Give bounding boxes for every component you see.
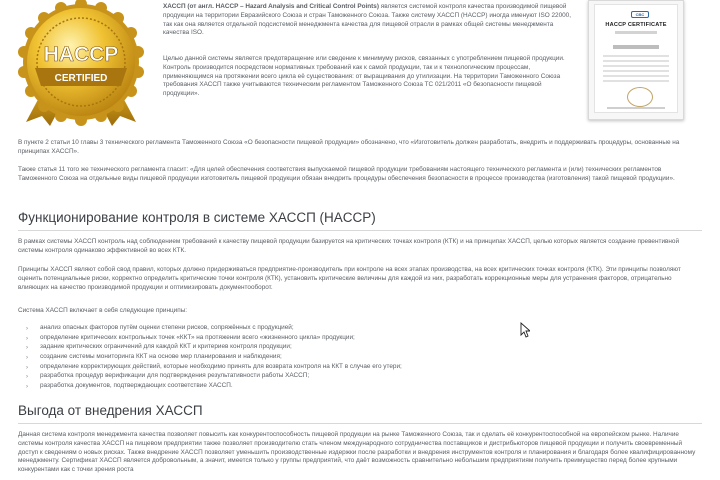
haccp-certified-badge xyxy=(8,0,154,126)
principles-list xyxy=(26,324,696,392)
certificate-seal-icon xyxy=(627,87,653,107)
certificate-logo: CBC xyxy=(631,11,649,18)
badge-bottom-text: CERTIFIED xyxy=(54,73,108,84)
bullet-icon: › xyxy=(26,374,28,381)
list-item: › задание критических ограничений для каждой ККТ и критериев контроля продукции; xyxy=(26,343,292,352)
section-divider xyxy=(18,423,702,424)
intro-rest: является системой контроля качества производимой пищевой продукции на территории Евразийского Союза и стран Таможенного Союза. Также систему ХАССП (HACCP) иногда именуют ISO 22000, так как она является отдельной подсистемой менеджмента качества для пищевой отрасли в рамках общей системы менеджмента качества ISO. xyxy=(163,3,572,37)
bullet-icon: › xyxy=(26,345,28,352)
regulation-paragraph-2: Также статья 11 того же технического регламента гласит: «Для целей обеспечения соответствия выпускаемой пищевой продукции требованиям настоящего технического регламента и (или) технических регламентов Таможенного Союза на отдельные виды пищевой продукции изготовитель пищевой продукции обязан внедрить процедуры обеспечения безопасности в процессе производства (изготовления) такой пищевой продукции». xyxy=(18,166,675,182)
intro-lead: ХАССП (от англ. HACCP – Hazard Analysis and Critical Control Points) xyxy=(163,3,379,10)
benefit-paragraph: Данная система контроля менеджмента качества позволяет повысить как конкурентоспособность пищевой продукции на рынке Таможенного Союза, так и сделать её конкурентоспособной на европейском рынке. Наличие системы контроля качества ХАССП на пищевом предприятии также позволяет производителю стать членом международного сотрудничества поставщиков и дистрибьюторов пищевой продукции и получить своевременный доступ к сведениям о новых рисках. Также внедрение ХАССП позволяет уменьшить производственные издержки после разработки и внедрения инструментов контроля и планирования и благодаря более квалифицированному менеджменту. Сертификат ХАССП является добровольным, а значит, имеется только у группы предприятий, что даёт возможность сравнительно небольшим предприятиям получить преимущество перед более крупными конкурентами как с точки зрения роста xyxy=(18,431,696,474)
list-item: › разработка документов, подтверждающих соответствие ХАССП. xyxy=(26,382,233,391)
bullet-icon: › xyxy=(26,384,28,391)
regulation-paragraph-1: В пункте 2 статьи 10 главы 3 технического регламента Таможенного Союза «О безопасности пищевой продукции» обозначено, что «Изготовитель должен разработать, внедрить и поддерживать процедуры, основанные на принципах ХАССП». xyxy=(18,139,680,155)
intro-paragraph-2: Целью данной системы является предотвращение или сведение к минимуму рисков, связанных с употреблением пищевой продукции. Контроль производится посредством нормативных требований как к самой продукции, так и к технологическим процессам, применяющимся на протяжении всего цикла её существования: от выращивания до утилизации. На территории Таможенного Союза требования ХАССП также учитываются техническим регламентом Таможенного Союза ТС 021/2011 «О безопасности пищевой продукции». xyxy=(163,55,565,98)
list-item: › определение критических контрольных точек «ККТ» на протяжении всего «жизненного цикла» продукции; xyxy=(26,333,355,342)
bullet-icon: › xyxy=(26,335,28,342)
functioning-paragraph-1: В рамках системы ХАССП контроль над соблюдением требований к качеству пищевой продукции базируется на критических точках контроля (КТК) и на принципах ХАССП, целью которых является создание превентивной системы контроля одинаково эффективной во всех КТК. xyxy=(18,238,680,254)
badge-top-text: HACCP xyxy=(43,43,119,66)
bullet-icon: › xyxy=(26,355,28,362)
list-item: › создание системы мониторинга ККТ на основе мер планирования и наблюдения; xyxy=(26,353,282,362)
bullet-icon: › xyxy=(26,326,28,332)
functioning-heading: Функционирование контроля в системе ХАССП (HACCP) xyxy=(18,210,376,225)
mouse-pointer-icon xyxy=(520,322,530,338)
intro-paragraph-1 xyxy=(163,3,575,38)
functioning-paragraph-2: Принципы ХАССП являют собой свод правил, которых должно придерживаться предприятие-производитель при контроле на всех этапах производства, на всех критических точках контроля (КТК). Эти принципы позволяют оценить потенциальные риски, корректно определить критические точки контроля (КТК), установить критические величины для каждой из них, разработать коррекционные меры для устранения факторов, отрицательно влияющих на качество производимой продукции и оптимизировать документооборот. xyxy=(18,266,681,291)
list-item: › определение корректирующих действий, которые необходимо принять для возврата контроля на ККТ в случае его утери; xyxy=(26,362,402,371)
certificate-title: HACCP CERTIFICATE xyxy=(605,22,667,28)
principles-intro: Система ХАССП включает в себя следующие принципы: xyxy=(18,307,188,314)
bullet-icon: › xyxy=(26,364,28,371)
section-divider xyxy=(18,230,702,231)
list-item: › разработка процедур верификации для подтверждения результативности работы ХАССП; xyxy=(26,372,310,381)
list-item: › анализ опасных факторов путём оценки степени рисков, сопряжённых с продукцией; xyxy=(26,324,294,332)
benefit-heading: Выгода от внедрения ХАССП xyxy=(18,403,203,418)
haccp-certificate-image xyxy=(588,0,684,120)
